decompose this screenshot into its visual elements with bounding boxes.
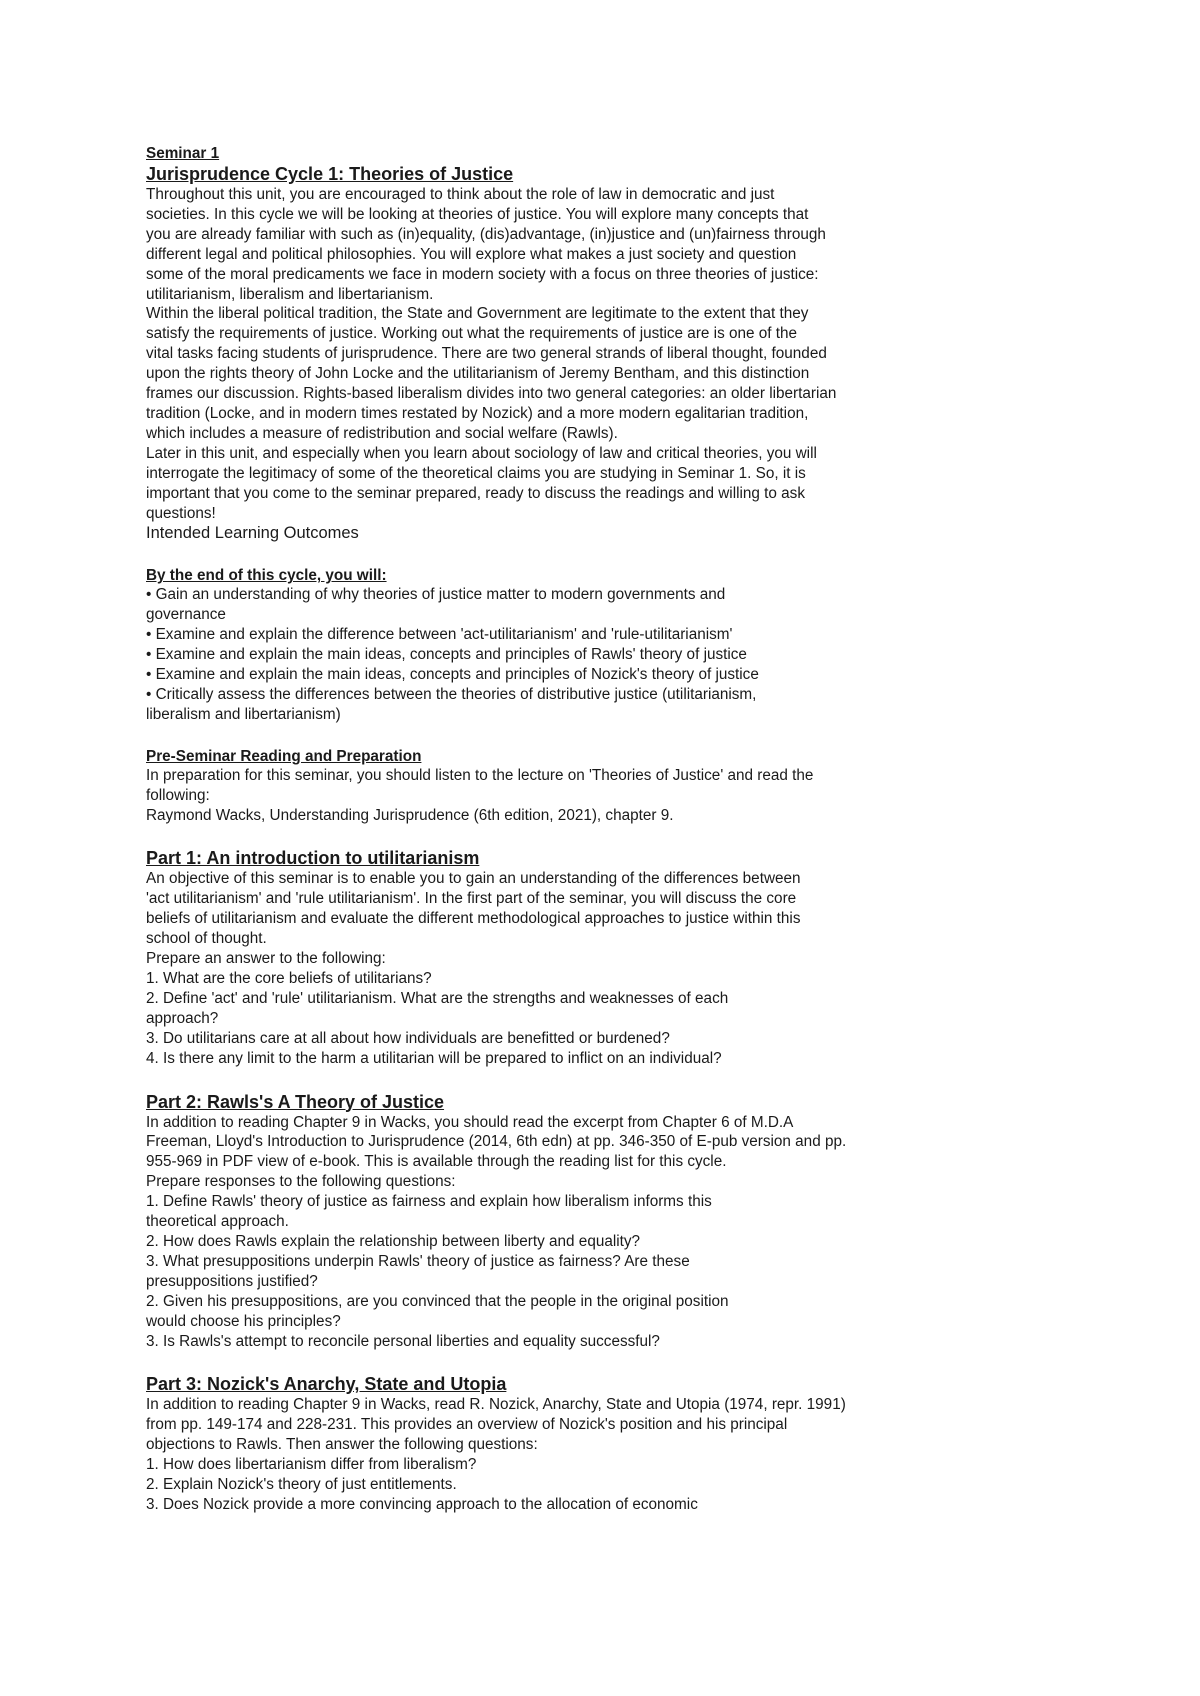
text-line: questions! — [146, 504, 216, 522]
text-line: frames our discussion. Rights-based liberalism divides into two general categories: an older libertarian — [146, 385, 837, 403]
text-line: • Critically assess the differences between the theories of distributive justice (utilitarianism, — [146, 685, 757, 703]
text-line: different legal and political philosophies. You will explore what makes a just society and question — [146, 245, 797, 263]
text-line: In addition to reading Chapter 9 in Wacks, read R. Nozick, Anarchy, State and Utopia (1974, repr. 1991) — [146, 1396, 846, 1414]
part1-text — [146, 869, 946, 1068]
text-line: 1. What are the core beliefs of utilitarians? — [146, 970, 432, 987]
text-line: 2. Explain Nozick's theory of just entitlements. — [146, 1476, 457, 1494]
text-line: Within the liberal political tradition, the State and Government are legitimate to the extent that they — [146, 305, 809, 323]
text-line: liberalism and libertarianism) — [146, 705, 341, 723]
text-line: 3. Do utilitarians care at all about how individuals are benefitted or burdened? — [146, 1029, 670, 1047]
outcomes-title: Intended Learning Outcomes — [146, 524, 359, 543]
text-line: theoretical approach. — [146, 1213, 289, 1231]
outcomes-heading: By the end of this cycle, you will: — [146, 567, 387, 585]
text-line: tradition (Locke, and in modern times restated by Nozick) and a more modern egalitarian tradition, — [146, 404, 809, 422]
spacer — [146, 544, 946, 566]
text-line: presuppositions justified? — [146, 1272, 318, 1290]
part3-heading: Part 3: Nozick's Anarchy, State and Utopia — [146, 1374, 507, 1395]
text-line: satisfy the requirements of justice. Working out what the requirements of justice are is one of the — [146, 325, 798, 343]
text-line: • Examine and explain the main ideas, concepts and principles of Rawls' theory of justice — [146, 646, 747, 664]
spacer — [146, 725, 946, 747]
part1-heading: Part 1: An introduction to utilitarianism — [146, 848, 480, 869]
text-line: Later in this unit, and especially when you learn about sociology of law and critical theories, you will — [146, 444, 817, 462]
text-line: • Examine and explain the main ideas, concepts and principles of Nozick's theory of justice — [146, 666, 759, 684]
spacer — [146, 1351, 946, 1373]
text-line: In addition to reading Chapter 9 in Wacks, you should read the excerpt from Chapter 6 of M.D.A — [146, 1113, 794, 1131]
intro-paragraphs — [146, 185, 946, 523]
text-line: 4. Is there any limit to the harm a utilitarian will be prepared to inflict on an individual? — [146, 1049, 722, 1067]
text-line: 'act utilitarianism' and 'rule utilitarianism'. In the first part of the seminar, you will discuss the core — [146, 890, 797, 908]
text-line: some of the moral predicaments we face in modern society with a focus on three theories of justice: — [146, 265, 819, 283]
spacer — [146, 1069, 946, 1091]
outcomes-list — [146, 585, 946, 724]
text-line: Prepare responses to the following questions: — [146, 1173, 456, 1191]
text-line: important that you come to the seminar prepared, ready to discuss the readings and willing to ask — [146, 484, 805, 502]
text-line: Raymond Wacks, Understanding Jurisprudence (6th edition, 2021), chapter 9. — [146, 806, 674, 824]
text-line: 2. Define 'act' and 'rule' utilitarianism. What are the strengths and weaknesses of each — [146, 989, 729, 1007]
text-line: would choose his principles? — [146, 1312, 341, 1330]
text-line: • Gain an understanding of why theories of justice matter to modern governments and — [146, 586, 726, 604]
document-page — [146, 144, 946, 1515]
text-line: Prepare an answer to the following: — [146, 950, 386, 968]
text-line: Freeman, Lloyd's Introduction to Jurisprudence (2014, 6th edn) at pp. 346-350 of E-pub version and pp. — [146, 1133, 847, 1151]
text-line: following: — [146, 786, 210, 804]
text-line: which includes a measure of redistribution and social welfare (Rawls). — [146, 424, 618, 442]
text-line: An objective of this seminar is to enable you to gain an understanding of the differences between — [146, 870, 801, 888]
text-line: 955-969 in PDF view of e-book. This is available through the reading list for this cycle. — [146, 1153, 727, 1171]
part2-heading: Part 2: Rawls's A Theory of Justice — [146, 1091, 445, 1112]
text-line: • Examine and explain the difference between 'act-utilitarianism' and 'rule-utilitarianism' — [146, 626, 733, 644]
part3-text — [146, 1395, 946, 1514]
text-line: Throughout this unit, you are encouraged to think about the role of law in democratic and just — [146, 186, 775, 203]
text-line: societies. In this cycle we will be looking at theories of justice. You will explore many concepts that — [146, 205, 809, 223]
text-line: 3. Does Nozick provide a more convincing approach to the allocation of economic — [146, 1495, 698, 1513]
seminar-label: Seminar 1 — [146, 145, 220, 162]
part2-text — [146, 1113, 946, 1352]
text-line: school of thought. — [146, 930, 267, 948]
text-line: interrogate the legitimacy of some of the theoretical claims you are studying in Seminar 1. So, it is — [146, 464, 806, 482]
text-line: upon the rights theory of John Locke and the utilitarianism of Jeremy Bentham, and this distinction — [146, 365, 810, 383]
text-line: 1. How does libertarianism differ from liberalism? — [146, 1456, 477, 1474]
text-line: In preparation for this seminar, you should listen to the lecture on 'Theories of Justice' and read the — [146, 766, 814, 784]
text-line: approach? — [146, 1009, 219, 1027]
preseminar-text — [146, 766, 946, 826]
text-line: 2. How does Rawls explain the relationship between liberty and equality? — [146, 1232, 641, 1250]
text-line: objections to Rawls. Then answer the following questions: — [146, 1436, 538, 1454]
text-line: beliefs of utilitarianism and evaluate the different methodological approaches to justice within this — [146, 910, 801, 928]
text-line: from pp. 149-174 and 228-231. This provides an overview of Nozick's position and his principal — [146, 1416, 788, 1434]
spacer — [146, 825, 946, 847]
text-line: you are already familiar with such as (in)equality, (dis)advantage, (in)justice and (un)fairness through — [146, 225, 826, 243]
text-line: 3. What presuppositions underpin Rawls' theory of justice as fairness? Are these — [146, 1252, 690, 1270]
text-line: 2. Given his presuppositions, are you convinced that the people in the original position — [146, 1292, 729, 1310]
text-line: governance — [146, 606, 226, 624]
text-line: vital tasks facing students of jurisprudence. There are two general strands of liberal thought, founded — [146, 345, 827, 363]
text-line: utilitarianism, liberalism and libertarianism. — [146, 285, 434, 303]
document-title: Jurisprudence Cycle 1: Theories of Justice — [146, 164, 514, 184]
text-line: 1. Define Rawls' theory of justice as fairness and explain how liberalism informs this — [146, 1193, 712, 1211]
text-line: 3. Is Rawls's attempt to reconcile personal liberties and equality successful? — [146, 1332, 660, 1350]
preseminar-heading: Pre-Seminar Reading and Preparation — [146, 747, 422, 765]
